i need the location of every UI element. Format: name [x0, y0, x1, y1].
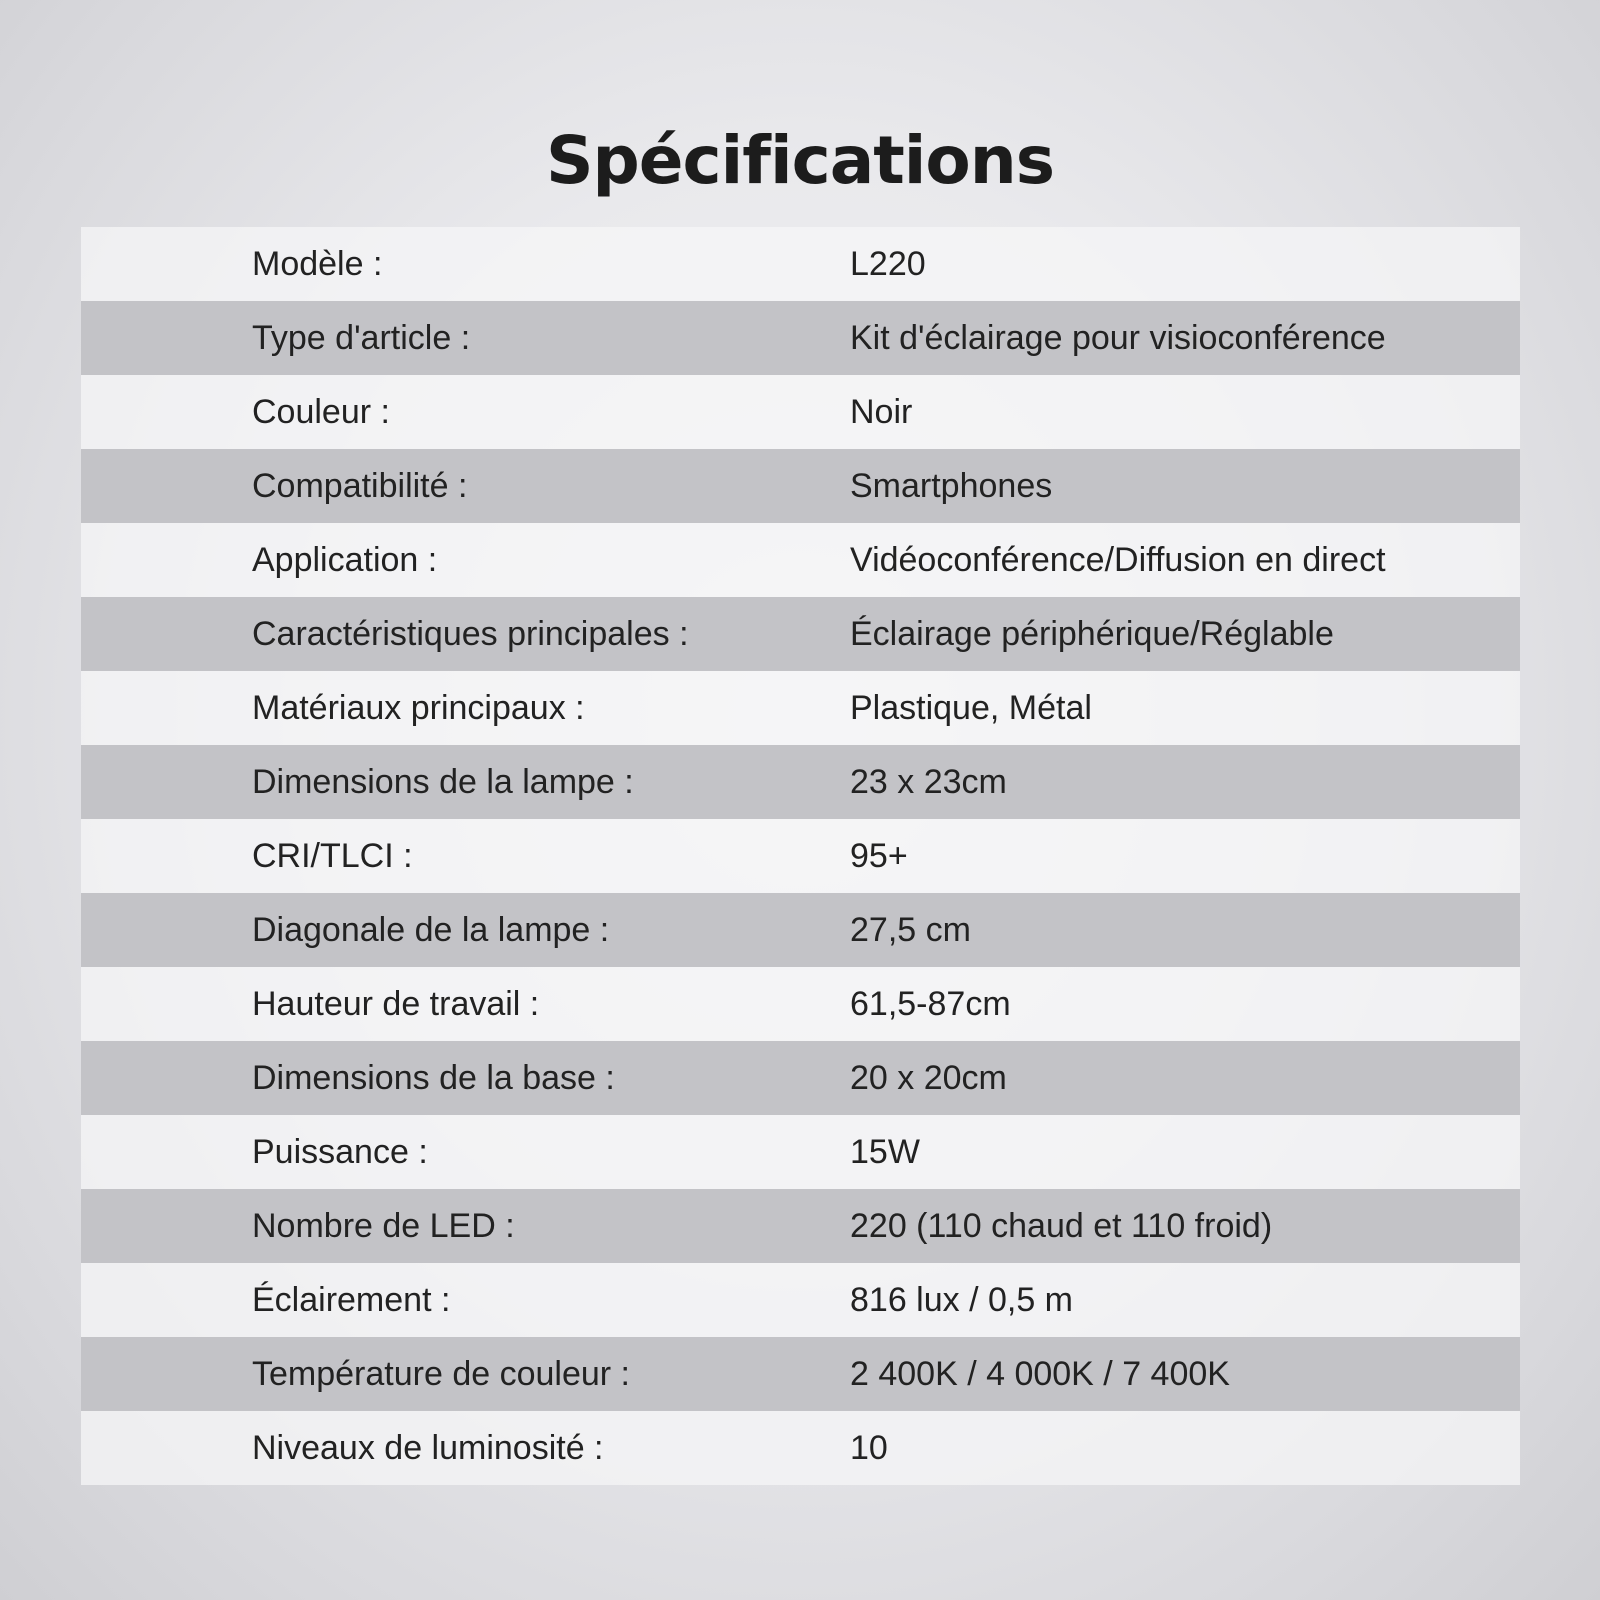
spec-row — [81, 819, 1520, 893]
spec-value: Plastique, Métal — [850, 688, 1092, 727]
spec-label: Compatibilité : — [252, 466, 468, 505]
spec-row — [81, 375, 1520, 449]
spec-row — [81, 1337, 1520, 1411]
spec-label: Température de couleur : — [252, 1354, 630, 1393]
spec-label: Dimensions de la lampe : — [252, 762, 634, 801]
spec-row — [81, 1411, 1520, 1485]
spec-label: Dimensions de la base : — [252, 1058, 615, 1097]
spec-row — [81, 449, 1520, 523]
spec-value: 15W — [850, 1132, 920, 1171]
spec-label: Matériaux principaux : — [252, 688, 585, 727]
spec-row — [81, 1263, 1520, 1337]
spec-value: 95+ — [850, 836, 908, 875]
spec-label: Niveaux de luminosité : — [252, 1428, 604, 1467]
spec-value: Smartphones — [850, 466, 1053, 505]
spec-row — [81, 745, 1520, 819]
spec-value: L220 — [850, 244, 926, 283]
spec-label: CRI/TLCI : — [252, 836, 413, 875]
spec-row — [81, 1115, 1520, 1189]
spec-label: Puissance : — [252, 1132, 428, 1171]
spec-row — [81, 671, 1520, 745]
spec-label: Hauteur de travail : — [252, 984, 540, 1023]
spec-value: Vidéoconférence/Diffusion en direct — [850, 540, 1386, 579]
spec-value: Kit d'éclairage pour visioconférence — [850, 318, 1386, 357]
spec-value: 23 x 23cm — [850, 762, 1007, 801]
spec-row — [81, 893, 1520, 967]
spec-row — [81, 227, 1520, 301]
spec-row — [81, 1189, 1520, 1263]
spec-table — [81, 227, 1520, 1485]
spec-row — [81, 967, 1520, 1041]
spec-label: Couleur : — [252, 392, 390, 431]
spec-row — [81, 1041, 1520, 1115]
spec-label: Diagonale de la lampe : — [252, 910, 610, 949]
spec-value: 10 — [850, 1428, 888, 1467]
spec-value: 61,5-87cm — [850, 984, 1011, 1023]
spec-label: Type d'article : — [252, 318, 471, 357]
spec-value: Éclairage périphérique/Réglable — [850, 614, 1334, 653]
spec-value: 220 (110 chaud et 110 froid) — [850, 1206, 1273, 1245]
spec-label: Caractéristiques principales : — [252, 614, 689, 653]
spec-label: Nombre de LED : — [252, 1206, 515, 1245]
spec-value: 816 lux / 0,5 m — [850, 1280, 1074, 1319]
spec-label: Application : — [252, 540, 438, 579]
spec-value: 20 x 20cm — [850, 1058, 1007, 1097]
spec-value: 27,5 cm — [850, 910, 971, 949]
spec-value: Noir — [850, 392, 913, 431]
spec-row — [81, 597, 1520, 671]
spec-label: Modèle : — [252, 244, 383, 283]
spec-row — [81, 523, 1520, 597]
page-title: Spécifications — [545, 122, 1055, 199]
spec-label: Éclairement : — [252, 1280, 451, 1319]
spec-row — [81, 301, 1520, 375]
spec-value: 2 400K / 4 000K / 7 400K — [850, 1354, 1230, 1393]
